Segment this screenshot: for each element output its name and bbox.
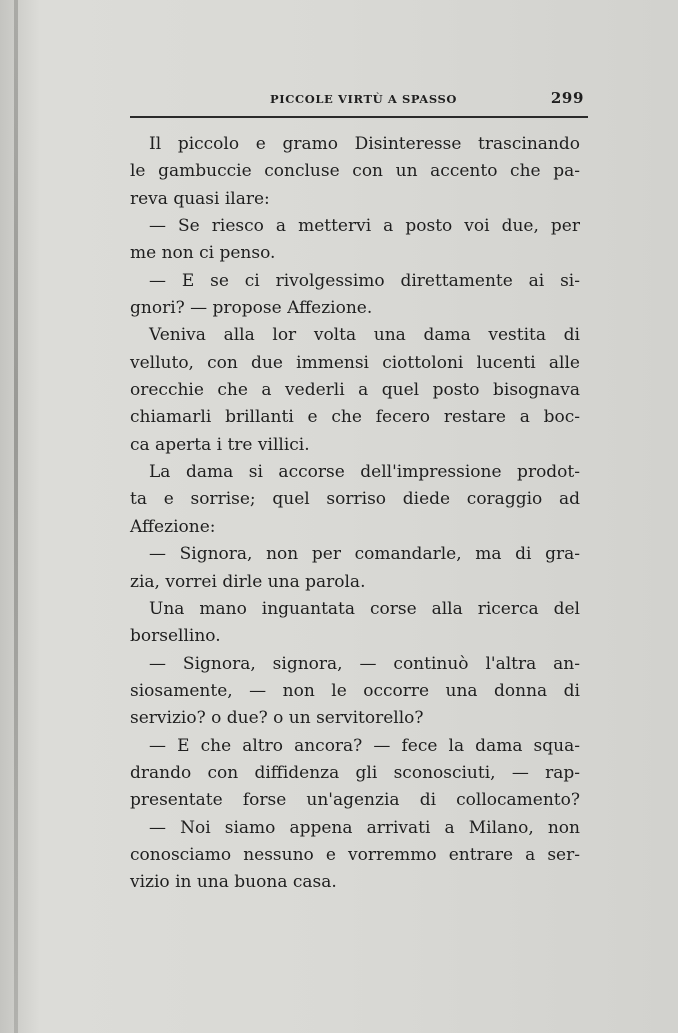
text-line: gnori? — propose Affezione. — [130, 298, 373, 319]
text-line: servizio? o due? o un servitorello? — [130, 708, 424, 729]
text-line: ca aperta i tre villici. — [130, 434, 310, 455]
text-line: presentate forse un'agenzia di collocamento? — [130, 790, 580, 811]
text-line: — E che altro ancora? — fece la dama squa- — [149, 735, 580, 756]
text-line: orecchie che a vederli a quel posto bisognava — [130, 380, 580, 401]
text-line: — Signora, non per comandarle, ma di gra- — [149, 544, 580, 565]
text-line: siosamente, — non le occorre una donna di — [130, 680, 580, 701]
running-head — [130, 89, 586, 109]
text-line: conosciamo nessuno e vorremmo entrare a ser- — [130, 844, 580, 865]
text-line: Affezione: — [130, 516, 216, 537]
text-line: me non ci penso. — [130, 243, 276, 264]
text-line: — Signora, signora, — continuò l'altra an- — [149, 653, 580, 674]
text-line: — Se riesco a mettervi a posto voi due, per — [149, 216, 580, 237]
text-line: Veniva alla lor volta una dama vestita di — [149, 325, 580, 346]
header-rule — [130, 116, 588, 118]
text-line: ta e sorrise; quel sorriso diede coraggio ad — [130, 489, 580, 510]
text-line: vizio in una buona casa. — [130, 872, 337, 893]
text-line: Una mano inguantata corse alla ricerca del — [149, 598, 580, 619]
body-text — [130, 131, 580, 897]
page-number: 299 — [550, 89, 584, 107]
text-line: Il piccolo e gramo Disinteresse trascinando — [149, 134, 580, 154]
text-line: zia, vorrei dirle una parola. — [130, 571, 366, 592]
text-line: reva quasi ilare: — [130, 188, 270, 209]
text-line: le gambuccie concluse con un accento che pa- — [130, 161, 580, 182]
text-line: chiamarli brillanti e che fecero restare a boc- — [130, 407, 580, 428]
text-line: drando con diffidenza gli sconosciuti, — rap- — [130, 762, 580, 783]
text-line: La dama si accorse dell'impressione prodot- — [149, 462, 580, 483]
text-line: velluto, con due immensi ciottoloni lucenti alle — [130, 352, 580, 373]
text-line: borsellino. — [130, 626, 221, 647]
text-line: — E se ci rivolgessimo direttamente ai si- — [149, 270, 580, 291]
running-title: PICCOLE VIRTÙ A SPASSO — [270, 92, 457, 106]
text-line: — Noi siamo appena arrivati a Milano, non — [149, 817, 580, 838]
binding-gutter — [14, 0, 18, 1033]
